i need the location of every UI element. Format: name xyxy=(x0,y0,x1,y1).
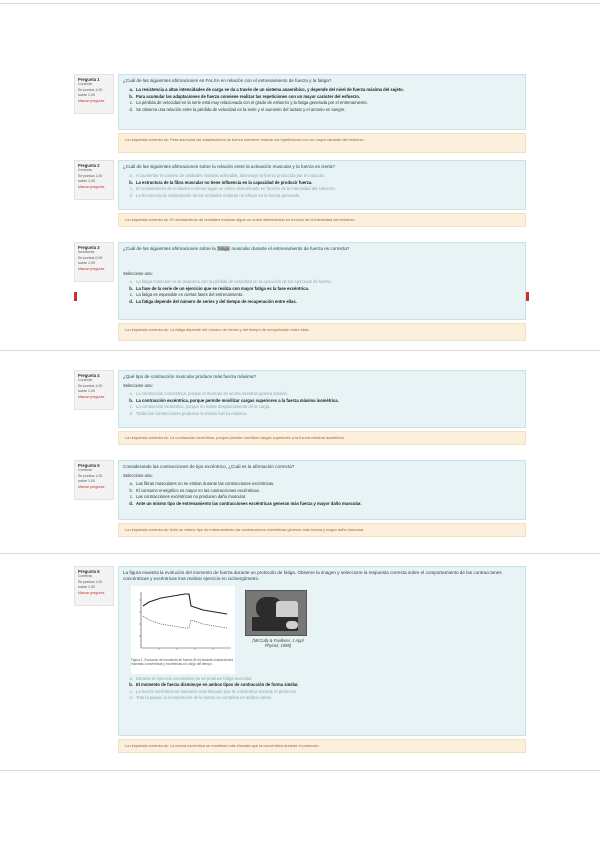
answer-option[interactable]: c. La fuerza excéntrica se mantiene más elevada que la concéntrica durante el protocolo. xyxy=(129,688,298,694)
question-score: Se puntúa 1,00 sobre 1,00 xyxy=(78,473,103,484)
answer-option[interactable]: c. La pérdida de velocidad en la serie está muy relacionada con el grado de esfuerzo y la fatiga generada por el entrenamiento. xyxy=(129,100,368,106)
question-number: Pregunta 3 xyxy=(78,245,100,250)
answer-option[interactable]: b. El consumo energético es mayor en las contracciones excéntricas. xyxy=(129,487,260,493)
answer-option[interactable]: a. La resistencia a altas intensidades de carga se da a través de un sistema anaeróbico, y depende del nivel de fuerza máxima del sujeto. xyxy=(129,87,404,93)
answer-option[interactable]: c. La contracción isométrica, porque no existe desplazamiento de la carga. xyxy=(129,404,271,410)
question-formulation xyxy=(118,566,526,736)
graph-caption: Figura 1. Evolución del momento de fuerza (N·m) durante contracciones máximas concéntricas y excéntricas a lo largo del tiempo. xyxy=(131,657,234,666)
question-formulation xyxy=(118,160,526,210)
question-state: Correcta xyxy=(78,168,92,173)
question-state: Correcta xyxy=(78,468,92,473)
question-formulation xyxy=(118,242,526,320)
correct-answer-feedback: La respuesta correcta es: La contracción excéntrica, porque permite movilizar cargas superiores a la fuerza máxima isométrica. xyxy=(118,431,526,445)
answer-option[interactable]: c. La fatiga es esperable en ciertas fases del entrenamiento. xyxy=(129,292,244,298)
answer-list xyxy=(123,87,519,113)
question-info xyxy=(74,460,114,500)
question-figure xyxy=(131,586,519,674)
question-info xyxy=(74,74,114,114)
select-one-prompt: Seleccione una: xyxy=(123,271,153,277)
flag-question-link[interactable]: Marcar pregunta xyxy=(78,98,105,103)
question-score: Se puntúa 0,00 sobre 1,00 xyxy=(78,255,103,266)
correct-answer-feedback: La respuesta correcta es: La fatiga depende del número de series y del tiempo de recuperación entre ellas. xyxy=(118,323,526,341)
answer-option[interactable]: a. Al aumentar el número de unidades motoras activadas, disminuye la fuerza producida por el músculo. xyxy=(129,173,326,179)
answer-list xyxy=(123,279,519,305)
flag-question-link[interactable]: Marcar pregunta xyxy=(78,394,105,399)
question-formulation xyxy=(118,460,526,520)
answer-option[interactable]: d. La frecuencia de estimulación de las unidades motoras no influye en la fuerza generada. xyxy=(129,192,301,198)
photo-caption: (McCully & Faulkner, J Appl Physiol, 1985) xyxy=(252,637,304,649)
question-info xyxy=(74,242,114,282)
answer-option[interactable]: d. Ante un mismo tipo de entrenamiento las contracciones excéntricas generan más fuerza y mayor daño muscular. xyxy=(129,500,362,506)
question-score: Se puntúa 1,00 sobre 1,00 xyxy=(78,579,103,590)
question-text: La figura muestra la evolución del momento de fuerza durante un protocolo de fatiga. Observe la imagen y seleccione la respuesta correcta sobre el comportamiento de las contracciones concéntricas y excéntricas tras realizar ejercicio en cicloergómetro. xyxy=(123,570,502,582)
answer-option[interactable]: b. El momento de fuerza disminuye en ambos tipos de contracción de forma similar. xyxy=(129,682,299,688)
question-content xyxy=(118,242,526,341)
correct-answer-feedback: La respuesta correcta es: El reclutamiento de unidades motoras sigue un orden determinado en función de la intensidad del esfuerzo. xyxy=(118,213,526,227)
answer-list xyxy=(123,676,519,702)
question-text: ¿Cuál de las siguientes afirmaciones sobre la relación entre la activación muscular y la fuerza es cierta? xyxy=(123,164,335,169)
correct-answer-feedback: La respuesta correcta es: Ante un mismo tipo de entrenamiento las contracciones excéntricas generan más fuerza y mayor daño muscular. xyxy=(118,523,526,537)
answer-option[interactable]: d. Se observa una relación entre la pérdida de velocidad en la serie y el aumento del lactato y el amonio en sangre. xyxy=(129,106,346,112)
question-number: Pregunta 1 xyxy=(78,77,100,82)
select-one-prompt: Seleccione una: xyxy=(123,383,153,389)
question-text: Considerando las contracciones de tipo excéntrico, ¿Cuál es la afirmación correcta? xyxy=(123,464,295,469)
question-content xyxy=(118,460,526,537)
question-text: ¿Cuál de las siguientes afirmaciones es FALSA en relación con el entrenamiento de fuerza y la fatiga? xyxy=(123,78,332,83)
answer-option[interactable]: c. El reclutamiento de unidades motoras sigue un orden determinado en función de la intensidad del esfuerzo. xyxy=(129,186,336,192)
question-score: Se puntúa 1,00 sobre 1,00 xyxy=(78,383,103,394)
answer-list xyxy=(123,481,519,507)
answer-list xyxy=(123,173,519,199)
answer-option[interactable]: a. La contracción concéntrica, porque el músculo se acorta mientras genera tensión. xyxy=(129,391,288,397)
select-one-prompt: Seleccione una: xyxy=(123,473,153,479)
cyclist-photo xyxy=(245,590,307,636)
question-formulation xyxy=(118,370,526,428)
question-content xyxy=(118,566,526,753)
question-info xyxy=(74,566,114,606)
question-score: Se puntúa 1,00 sobre 1,00 xyxy=(78,87,103,98)
answer-option[interactable]: a. Las fibras musculares no se estiran durante las contracciones excéntricas. xyxy=(129,481,275,487)
correct-answer-feedback: La respuesta correcta es: La fuerza excéntrica se mantiene más elevada que la concéntrica durante el protocolo. xyxy=(118,739,526,753)
question-state: Incorrecta xyxy=(78,250,94,255)
flag-question-link[interactable]: Marcar pregunta xyxy=(78,184,105,189)
question-content xyxy=(118,74,526,153)
highlighted-term: fatiga xyxy=(217,246,230,251)
answer-option[interactable]: b. La fase de la serie de un ejercicio que se realiza con mayor fatiga es la fase excéntrica. xyxy=(129,285,309,291)
question-text: ¿Qué tipo de contracción muscular produce más fuerza máxima? xyxy=(123,374,257,379)
correct-answer-feedback: La respuesta correcta es: Para acumular las adaptaciones de fuerza conviene realizar las repeticiones con un mayor carácter del esfuerzo. xyxy=(118,133,526,153)
flag-question-link[interactable]: Marcar pregunta xyxy=(78,590,105,595)
question-content xyxy=(118,370,526,445)
question-number: Pregunta 4 xyxy=(78,373,100,378)
answer-option[interactable]: b. La contracción excéntrica, porque permite movilizar cargas superiores a la fuerza máxima isométrica. xyxy=(129,397,339,403)
question-number: Pregunta 6 xyxy=(78,569,100,574)
answer-list xyxy=(123,391,519,417)
incorrect-marker-left xyxy=(74,292,77,301)
question-formulation xyxy=(118,74,526,130)
question-number: Pregunta 2 xyxy=(78,163,100,168)
question-state: Correcta xyxy=(78,82,92,87)
answer-option[interactable]: d. La fatiga depende del número de series y del tiempo de recuperación entre ellas. xyxy=(129,298,297,304)
answer-option[interactable]: c. Las contracciones excéntricas no producen daño muscular. xyxy=(129,494,247,500)
question-content xyxy=(118,160,526,227)
question-info xyxy=(74,160,114,200)
answer-option[interactable]: d. Todas las contracciones producen la misma fuerza máxima. xyxy=(129,410,248,416)
answer-option[interactable]: a. La fatiga muscular no se relaciona con la pérdida de velocidad en la ejecución de los ejercicios de fuerza. xyxy=(129,279,332,285)
question-text: ¿Cuál de las siguientes afirmaciones sobre la fatiga muscular durante el entrenamiento de fuerza es correcta? xyxy=(123,246,350,251)
answer-option[interactable]: b. Para acumular las adaptaciones de fuerza conviene realizar las repeticiones con un mayor carácter del esfuerzo. xyxy=(129,93,361,99)
question-info xyxy=(74,370,114,410)
flag-question-link[interactable]: Marcar pregunta xyxy=(78,484,105,489)
question-score: Se puntúa 1,00 sobre 1,00 xyxy=(78,173,103,184)
answer-option[interactable]: a. Durante el ejercicio concéntrico no se produce fatiga muscular. xyxy=(129,675,253,681)
question-number: Pregunta 5 xyxy=(78,463,100,468)
incorrect-marker-right xyxy=(526,292,529,301)
answer-option[interactable]: b. La estructura de la fibra muscular no tiene influencia en la capacidad de producir fuerza. xyxy=(129,179,313,185)
question-state: Correcta xyxy=(78,378,92,383)
question-state: Correcta xyxy=(78,574,92,579)
answer-option[interactable]: d. Tras la pausa, la recuperación de la fuerza es completa en ambos casos. xyxy=(129,695,272,701)
flag-question-link[interactable]: Marcar pregunta xyxy=(78,266,105,271)
